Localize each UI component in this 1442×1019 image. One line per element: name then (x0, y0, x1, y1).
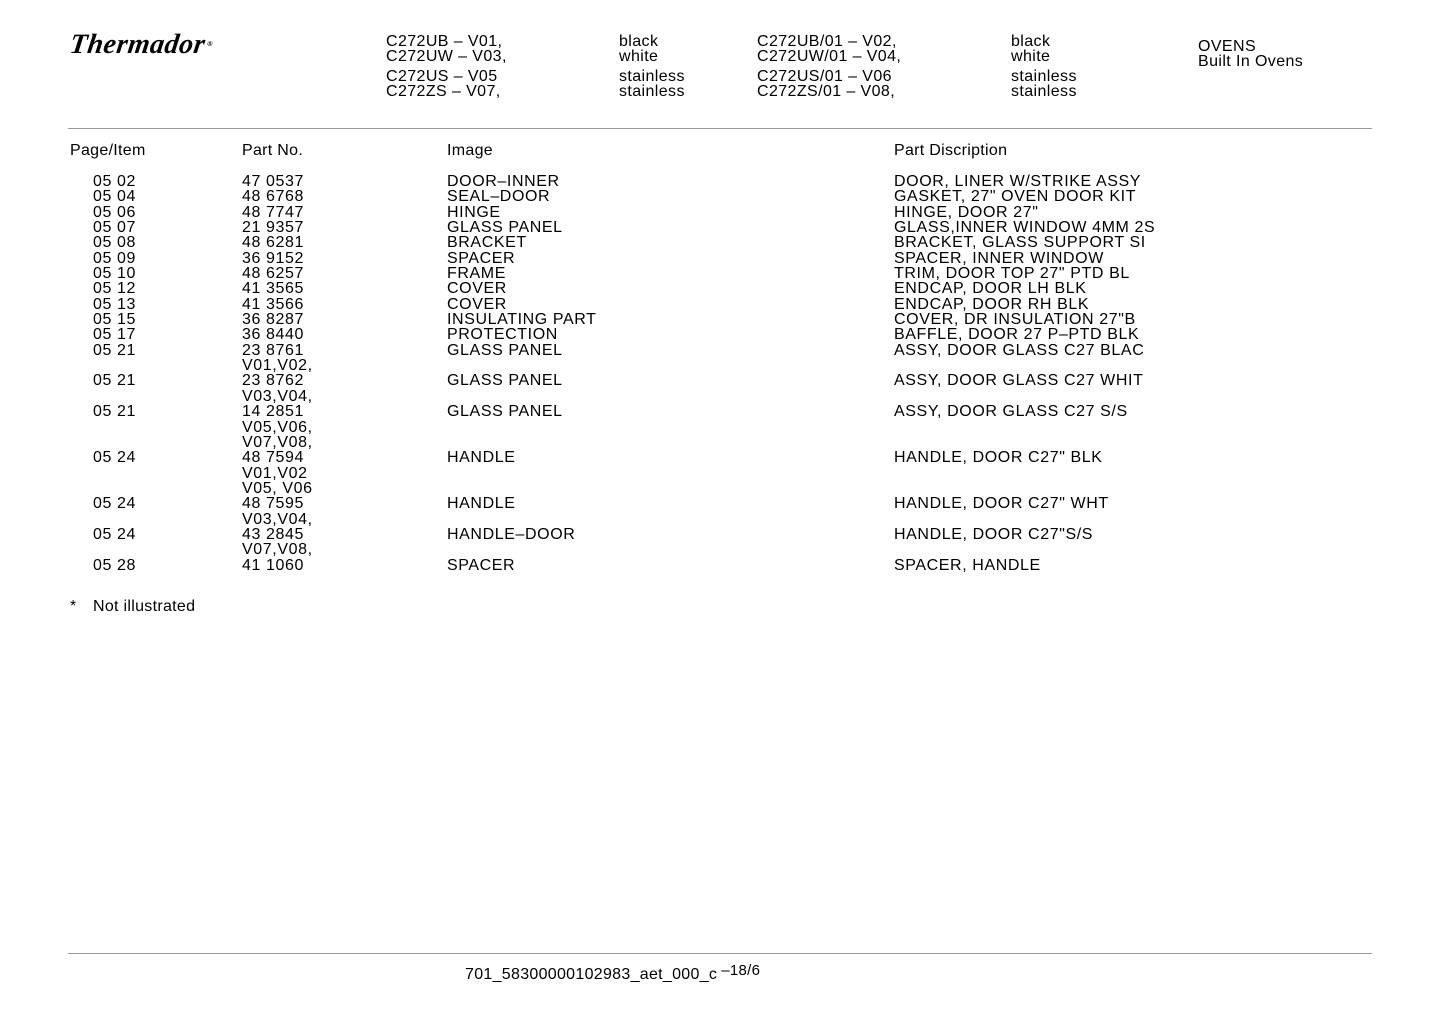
table-row (0, 481, 1442, 496)
table-row (0, 343, 1442, 358)
cell-description: ASSY, DOOR GLASS C27 BLAC (894, 341, 1145, 359)
model-color: stainless (1011, 68, 1077, 85)
table-row (0, 358, 1442, 373)
footer-divider (68, 953, 1372, 954)
cell-part-no: 36 8440 (242, 326, 305, 344)
cell-part-no: 48 7595 (242, 495, 305, 513)
cell-part-no: V07,V08, (242, 433, 313, 451)
cell-part-no: 48 7594 (242, 449, 305, 467)
cell-part-no: 47 0537 (242, 173, 305, 190)
cell-description: ENDCAP, DOOR RH BLK (894, 295, 1090, 313)
cell-image: SPACER (447, 249, 516, 267)
cell-page-item: 05 15 (93, 311, 137, 329)
cell-image: HANDLE–DOOR (447, 525, 576, 543)
cell-part-no: 48 6281 (242, 234, 305, 252)
cell-image: BRACKET (447, 234, 527, 252)
cell-description: BAFFLE, DOOR 27 P–PTD BLK (894, 326, 1140, 344)
cell-part-no: 23 8761 (242, 341, 305, 359)
cell-description: TRIM, DOOR TOP 27" PTD BL (894, 265, 1130, 283)
table-row (0, 266, 1442, 281)
cell-page-item: 05 17 (93, 326, 137, 344)
cell-image: COVER (447, 280, 507, 298)
table-row (0, 281, 1442, 296)
table-row (0, 312, 1442, 327)
table-row (0, 512, 1442, 527)
cell-description: COVER, DR INSULATION 27"B (894, 311, 1136, 329)
model-list-col1 (386, 34, 507, 99)
model-code: C272US – V05 (386, 68, 498, 85)
cell-part-no: 48 7747 (242, 203, 305, 221)
category-line2: Built In Ovens (1198, 53, 1304, 70)
cell-description: ASSY, DOOR GLASS C27 WHIT (894, 372, 1144, 390)
table-row (0, 189, 1442, 204)
cell-page-item: 05 04 (93, 188, 137, 206)
cell-part-no: 41 3566 (242, 295, 305, 313)
cell-part-no: 36 9152 (242, 249, 305, 267)
cell-part-no: 36 8287 (242, 311, 305, 329)
cell-page-item: 05 28 (93, 556, 137, 574)
cell-part-no: 23 8762 (242, 372, 305, 390)
cell-description: ENDCAP, DOOR LH BLK (894, 280, 1087, 298)
table-row (0, 373, 1442, 388)
cell-part-no: 48 6257 (242, 265, 305, 283)
cell-description: HANDLE, DOOR C27" WHT (894, 495, 1109, 513)
model-code: C272UB – V01, (386, 33, 503, 50)
model-color-col4 (1011, 34, 1077, 99)
page-reference: –18/6 (721, 962, 761, 979)
cell-page-item: 05 08 (93, 234, 137, 252)
cell-description: HANDLE, DOOR C27" BLK (894, 449, 1103, 467)
table-row (0, 297, 1442, 312)
model-color: black (1011, 33, 1051, 50)
table-row (0, 174, 1442, 189)
column-header-page-item: Page/Item (70, 142, 146, 159)
cell-page-item: 05 24 (93, 495, 137, 513)
cell-page-item: 05 12 (93, 280, 137, 298)
cell-page-item: 05 21 (93, 403, 137, 421)
product-category (1198, 39, 1303, 69)
cell-description: HANDLE, DOOR C27"S/S (894, 525, 1094, 543)
footnote-text: Not illustrated (93, 598, 196, 615)
cell-part-no: V01,V02, (242, 357, 313, 375)
table-row (0, 558, 1442, 573)
cell-page-item: 05 21 (93, 341, 137, 359)
cell-page-item: 05 13 (93, 295, 137, 313)
page-footer (465, 963, 760, 983)
model-color-col2 (619, 34, 685, 99)
cell-image: HINGE (447, 203, 501, 221)
table-row (0, 235, 1442, 250)
footnote (70, 599, 195, 615)
table-row (0, 527, 1442, 542)
cell-image: GLASS PANEL (447, 341, 563, 359)
table-row (0, 450, 1442, 465)
cell-page-item: 05 24 (93, 525, 137, 543)
cell-image: INSULATING PART (447, 311, 597, 329)
table-row (0, 389, 1442, 404)
cell-page-item: 05 21 (93, 372, 137, 390)
model-list-col3 (757, 34, 901, 99)
table-row (0, 251, 1442, 266)
cell-image: HANDLE (447, 495, 516, 513)
cell-image: SEAL–DOOR (447, 188, 551, 206)
cell-page-item: 05 02 (93, 173, 137, 190)
column-header-description: Part Discription (894, 142, 1008, 159)
table-row (0, 542, 1442, 557)
table-row (0, 496, 1442, 511)
cell-description: GASKET, 27" OVEN DOOR KIT (894, 188, 1137, 206)
cell-page-item: 05 07 (93, 219, 137, 237)
cell-page-item: 05 10 (93, 265, 137, 283)
table-row (0, 435, 1442, 450)
model-color: black (619, 33, 659, 50)
cell-part-no: 48 6768 (242, 188, 305, 206)
header-divider (68, 128, 1372, 129)
cell-image: GLASS PANEL (447, 403, 563, 421)
cell-part-no: 43 2845 (242, 525, 305, 543)
cell-description: DOOR, LINER W/STRIKE ASSY (894, 173, 1142, 190)
cell-part-no: 41 1060 (242, 556, 305, 574)
cell-part-no: 21 9357 (242, 219, 305, 237)
model-code: C272US/01 – V06 (757, 68, 892, 85)
cell-image: DOOR–INNER (447, 173, 560, 190)
cell-description: BRACKET, GLASS SUPPORT SI (894, 234, 1146, 252)
footnote-marker: * (70, 598, 77, 615)
model-color: stainless (1011, 83, 1077, 100)
thermador-logo (68, 29, 215, 61)
category-line1: OVENS (1198, 38, 1257, 55)
cell-image: FRAME (447, 265, 506, 283)
model-code: C272ZS – V07, (386, 83, 501, 100)
model-code: C272UW/01 – V04, (757, 48, 902, 65)
model-color: stainless (619, 68, 685, 85)
cell-part-no: V05,V06, (242, 418, 313, 436)
cell-part-no: V07,V08, (242, 541, 313, 559)
parts-table (0, 174, 1442, 573)
document-id: 701_58300000102983_aet_000_c (465, 966, 718, 983)
cell-part-no: 41 3565 (242, 280, 305, 298)
column-header-part-no: Part No. (242, 142, 304, 159)
cell-part-no: V05, V06 (242, 479, 313, 497)
column-header-image: Image (447, 142, 493, 159)
registered-mark: ® (206, 41, 214, 48)
cell-image: SPACER (447, 556, 516, 574)
model-code: C272UB/01 – V02, (757, 33, 897, 50)
cell-description: HINGE, DOOR 27" (894, 203, 1039, 221)
cell-image: GLASS PANEL (447, 372, 563, 390)
cell-part-no: 14 2851 (242, 403, 305, 421)
cell-page-item: 05 06 (93, 203, 137, 221)
table-row (0, 220, 1442, 235)
model-color: white (619, 48, 659, 65)
cell-description: SPACER, INNER WINDOW (894, 249, 1104, 267)
cell-part-no: V01,V02 (242, 464, 308, 482)
table-row (0, 420, 1442, 435)
cell-image: HANDLE (447, 449, 516, 467)
table-row (0, 404, 1442, 419)
cell-description: GLASS,INNER WINDOW 4MM 2S (894, 219, 1156, 237)
cell-image: COVER (447, 295, 507, 313)
model-code: C272UW – V03, (386, 48, 507, 65)
model-code: C272ZS/01 – V08, (757, 83, 896, 100)
cell-part-no: V03,V04, (242, 387, 313, 405)
model-color: stainless (619, 83, 685, 100)
cell-description: ASSY, DOOR GLASS C27 S/S (894, 403, 1128, 421)
table-row (0, 466, 1442, 481)
table-row (0, 327, 1442, 342)
cell-page-item: 05 09 (93, 249, 137, 267)
cell-page-item: 05 24 (93, 449, 137, 467)
cell-description: SPACER, HANDLE (894, 556, 1041, 574)
model-color: white (1011, 48, 1051, 65)
cell-image: GLASS PANEL (447, 219, 563, 237)
table-row (0, 205, 1442, 220)
cell-part-no: V03,V04, (242, 510, 313, 528)
cell-image: PROTECTION (447, 326, 558, 344)
logo-text: Thermador (67, 29, 208, 60)
